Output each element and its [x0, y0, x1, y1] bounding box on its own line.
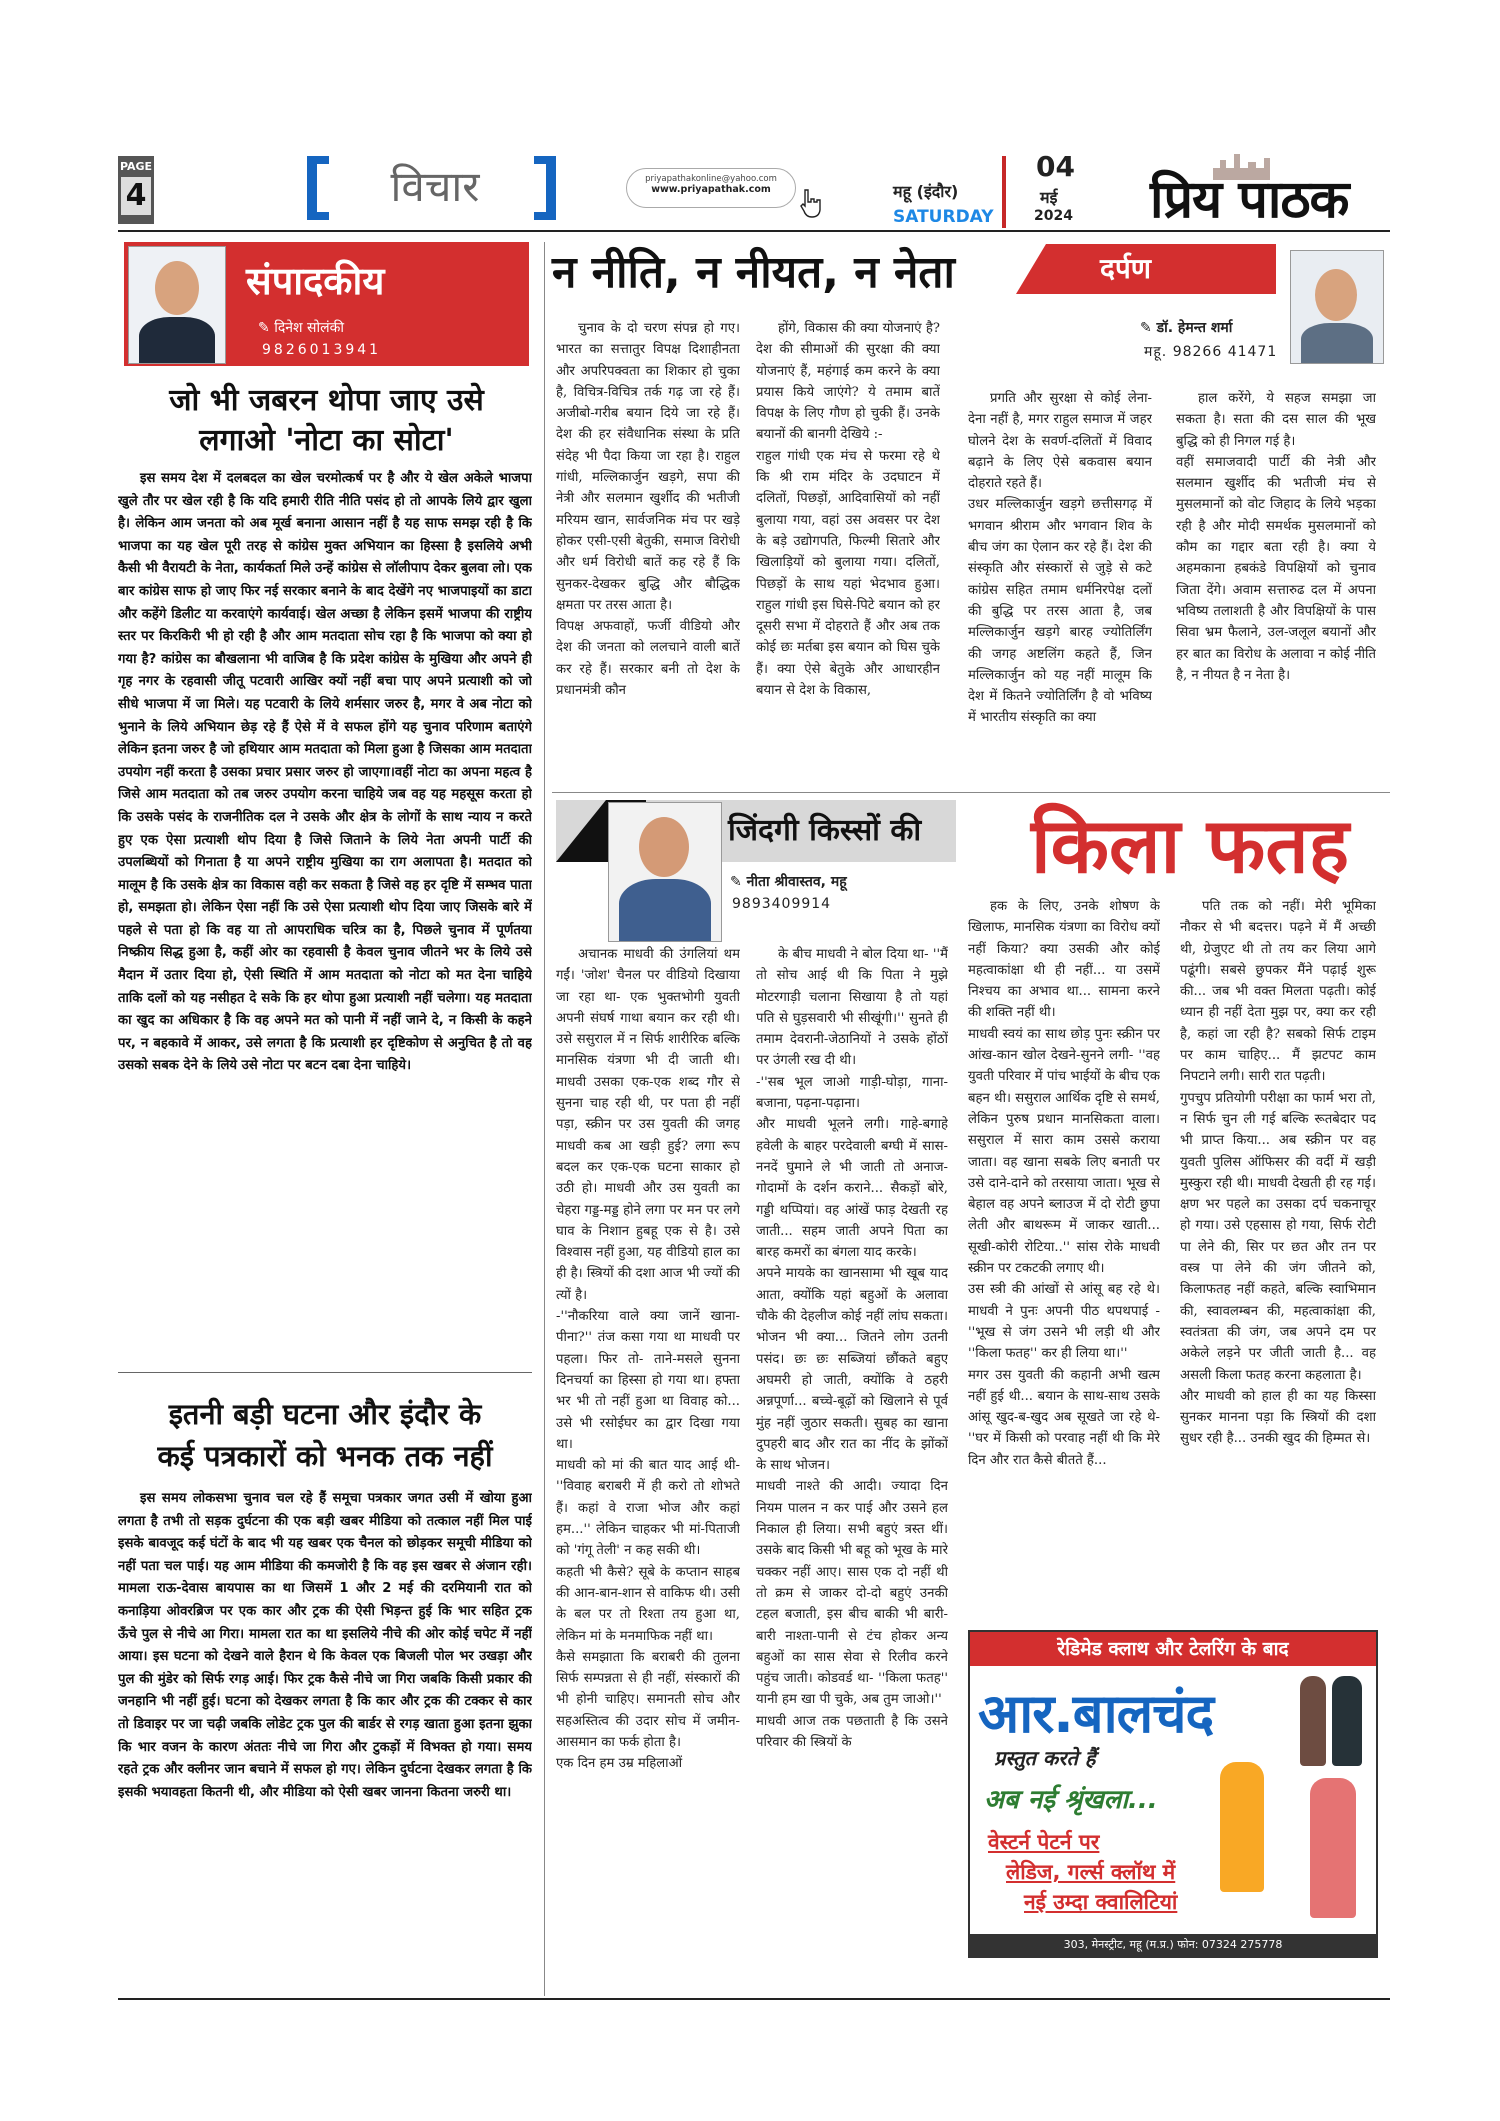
- ad-dress-4: [1310, 1778, 1356, 1918]
- date-divider: [1002, 156, 1006, 228]
- date-month: मई: [1040, 188, 1058, 207]
- zindagi-story-title: किला फतह: [1031, 801, 1349, 890]
- editorial-body-text: इस समय देश में दलबदल का खेल चरमोत्कर्ष पर है और ये खेल अकेले भाजपा खुले तौर पर खेल रही है कि यदि हमारी रीति नीति पसंद हो तो आपके लिये द्वार खुला है। लेकिन आम जनता को अब मूर्ख बनाना आसान नहीं है यह साफ समझ रही है कि भाजपा का यह खेल पूरी तरह से कांग्रेस मुक्त अभियान का हिस्सा है इसलिये अभी कैसी भी वैरायटी के नेता, कार्यकर्ता मिले उन्हें कांग्रेस से लॉलीपाप देकर बुलवा लो। एक बार कांग्रेस साफ हो जाए फिर नई सरकार बनाने के बाद देखेंगे नए भाजपाइयों का डाटा और कहेंगे डिलीट या करवाएंगे कार्यवाई। खेल अच्छा है लेकिन इसमें भाजपा की राष्ट्रीय स्तर पर किरकिरी भी हो रही है और आम मतदाता सोच रहा है कि भाजपा को क्या हो गया है? कांग्रेस का बौखलाना भी वाजिब है कि प्रदेश कांग्रेस के मुखिया और अपने ही गृह नगर के रहवासी जीतू पटवारी आखिर क्यों नहीं बचा पाए अपने प्रत्याशी को जो सीधे भाजपा में जा मिले। यह पटवारी के लिये शर्मसार जरुर है, मगर वे अब नोटा को भुनाने के लिये अभियान छेड़ रहे हैं ऐसे में वे सफल होंगे यह चुनाव परिणाम बताएंगे लेकिन इतना जरुर है जो हथियार आम मतदाता को मिला हुआ है जिसका आम मतदाता उपयोग नहीं करता है उसका प्रचार प्रसार जरुर हो जाएगा।वहीं नोटा का अपना महत्व है जिसे आम मतदाता को तब जरुर उपयोग करना चाहिये जब वह यह महसूस करता हो कि उसके पसंद के राजनीतिक दल ने उसके और क्षेत्र के लोगों के साथ न्याय न करते हुए एक ऐसा प्रत्याशी थोप दिया है जिसे जिताने के लिये नेता अपनी पार्टी की उपलब्धियों को गिनाता है या अपने राष्ट्रीय मुखिया का राग अलापता है। मतदात को मालूम है कि उसके क्षेत्र का विकास वही कर सकता है जिसे वह हर दृष्टि में सम्भव पाता हो, समझता हो। लेकिन ऐसा नहीं कि उसे ऐसा प्रत्याशी थोप दिया जाए जिसके बारे में पहले से पता हो कि वह या तो आपराधिक चरित्र का है, पिछले चुनाव में पूर्णतया निष्क्रीय सिद्ध हुआ है, कहीं ओर का रहवासी है केवल चुनाव जीतने भर के लिये उसे मैदान में उतार दिया हो, ऐसी स्थिति में आम मतदाता को नोटा को मत देना चाहिये ताकि दलों को यह नसीहत दे सके कि हर थोपा हुआ प्रत्याशी नहीं चलेगा। यह मतदाता का खुद का अधिकार है कि वह अपने मत को पानी में नहीं जाने दे, न किसी के कहने पर, न बहकावे में आकर, उसे लगता है कि प्रत्याशी हर दृष्टिकोण से अनुचित है तो वह उसको सबक देने के लिये उसे नोटा पर बटन दबा देना चाहिये।: [118, 471, 532, 1074]
- ad-dress-3: [1220, 1762, 1264, 1892]
- advertisement: [968, 1630, 1378, 1958]
- page-label: PAGE: [119, 160, 153, 173]
- pen-icon: ✎: [1140, 320, 1157, 336]
- ad-top-line: रेडिमेड क्लाथ और टेलरिंग के बाद: [970, 1632, 1376, 1666]
- darpan-col-2-text: होंगे, विकास की क्या योजनाएं है? देश की सीमाओं की सुरक्षा की क्या योजनाएं हैं, महंगाई कम करने के क्या प्रयास किये जाएंगे? ये तमाम बातें विपक्ष के लिए गौण हो चुकी हैं। उनके बयानों की बानगी देखिये :- राहुल गांधी एक मंच से फरमा रहे थे कि श्री राम मंदिर के उदघाटन में दलितों, पिछड़ों, आदिवासियों को नहीं बुलाया गया, वहां उस अवसर पर देश के बड़े उद्योगपति, फिल्मी सितारे और खिलाड़ियों को बुलाया गया। दलितों, पिछड़ों के साथ यहां भेदभाव हुआ। राहुल गांधी इस घिसे-पिटे बयान को हर दूसरी सभा में दोहराते हैं और अब तक कोई छः मर्तबा इस बयान को घिस चुके हैं। क्या ऐसे बेतुके और आधारहीन बयान से देश के विकास,: [756, 321, 940, 699]
- darpan-phone: महू. 98266 41471: [1144, 344, 1278, 360]
- zindagi-col-2: [756, 944, 948, 1996]
- email: priyapathakonline@yahoo.com: [645, 174, 777, 184]
- section-bracket-left: [307, 156, 317, 220]
- ad-brand: आर.बालचंद: [978, 1682, 1214, 1745]
- editorial-body: [118, 468, 532, 1398]
- darpan-col-2: [756, 318, 940, 792]
- left-vertical-rule: [544, 242, 545, 1996]
- ad-western-line: वेस्टर्न पेटर्न पर: [988, 1830, 1100, 1854]
- section-title: विचार: [390, 162, 480, 211]
- zindagi-col-2-text: के बीच माधवी ने बोल दिया था- ''मैं तो सोच आई थी कि पिता ने मुझे मोटरगाड़ी चलाना सिखाया है तो यहां पति से घुड़सवारी भी सीखूंगी।'' सुनते ही तमाम देवरानी-जेठानियों ने उसके होंठों पर उंगली रख दी थी। -''सब भूल जाओ गाड़ी-घोड़ा, गाना-बजाना, पढ़ना-पढ़ाना। और माधवी भूलने लगी। गाहे-बगाहे हवेली के बाहर परदेवाली बग्घी में सास-ननदें घुमाने ले भी जाती तो अनाज-गोदामों के दर्शन कराने... सैकड़ों बोरे, गड्डी थप्पियां। वह आंखें फाड़ देखती रह जाती... सहम जाती अपने पिता का बारह कमरों का बंगला याद करके। अपने मायके का खानसामा भी खूब याद आता, क्योंकि यहां बहुओं के अलावा चौके की देहलीज कोई नहीं लांघ सकता। भोजन भी क्या... जितने लोग उतनी पसंद। छः छः सब्जियां छौंकते बहुए अघमरी हो जाती, क्योंकि वे ठहरी अन्नपूर्णा... बच्चे-बूढ़ों को खिलाने से पूर्व मुंह नहीं जुठार सकती। सुबह का खाना दुपहरी बाद और रात का नींद के झोंकों के साथ भोजन। माधवी नाश्ते की आदी। ज्यादा दिन नियम पालन न कर पाई और उसने हल निकाल ही लिया। सभी बहुएं त्रस्त थीं। उसके बाद किसी भी बहू को भूख के मारे चक्कर नहीं आए। सास एक दो नहीं थी तो क्रम से जाकर दो-दो बहुएं उनकी टहल बजाती, इस बीच बाकी भी बारी-बारी नाश्ता-पानी से टंच होकर अन्य बहुओं का सास सेवा से रिलीव करने पहुंच जाती। कोडवर्ड था- ''किला फतह'' यानी हम खा पी चुके, अब तुम जाओ।'' माधवी आज तक पछताती है कि उसने परिवार की स्त्रियों के: [756, 947, 948, 1750]
- date-day: 04: [1036, 150, 1075, 183]
- pen-icon: ✎: [258, 320, 275, 336]
- ad-presents: प्रस्तुत करते हैं: [994, 1746, 1096, 1770]
- zindagi-author-face: [639, 817, 689, 877]
- darpan-col-3: [968, 388, 1152, 792]
- darpan-author-suit: [1301, 323, 1373, 363]
- story2-headline-1: इतनी बड़ी घटना और इंदौर के: [168, 1397, 482, 1431]
- zindagi-col-1: [556, 944, 740, 1996]
- editorial-headline-2: लगाओ 'नोटा का सोटा': [199, 423, 454, 458]
- zindagi-author-photo: [608, 802, 722, 942]
- darpan-col-1: [556, 318, 740, 792]
- page-number: 4: [121, 177, 151, 215]
- ad-ladies-line: लेडिज, गर्ल्स क्लॉथ में: [1006, 1860, 1176, 1884]
- zindagi-col-3: [968, 896, 1160, 1626]
- pen-icon: ✎: [730, 874, 747, 890]
- section-bracket-right-top: [534, 156, 556, 164]
- darpan-author-face: [1315, 269, 1357, 321]
- zindagi-author-saree: [619, 879, 711, 941]
- editor-suit: [139, 317, 215, 364]
- ad-new-series: अब नई श्रृंखला...: [984, 1785, 1158, 1815]
- editor-face: [155, 261, 199, 315]
- ad-address: 303, मेनस्ट्रीट, महू (म.प्र.) फोन: 07324 275778: [970, 1934, 1376, 1956]
- darpan-byline: [1140, 318, 1232, 337]
- pointer-hand-icon: [795, 186, 829, 220]
- day: SATURDAY: [893, 207, 994, 227]
- ad-dress-1: [1300, 1676, 1326, 1766]
- story2-body: [118, 1488, 532, 1992]
- zindagi-phone: 9893409914: [732, 896, 832, 912]
- ad-quality-line: नई उम्दा क्वालिटियां: [1024, 1890, 1178, 1914]
- darpan-headline: न नीति, न नीयत, न नेता: [552, 247, 955, 298]
- editorial-headline-1: जो भी जबरन थोपा जाए उसे: [169, 383, 484, 418]
- zindagi-byline: [730, 872, 847, 891]
- contact-pill: [626, 168, 796, 208]
- zindagi-col-3-text: हक के लिए, उनके शोषण के खिलाफ, मानसिक यंत्रणा का विरोध क्यों नहीं किया? क्या उसकी और कोई महत्वाकांक्षा थी ही नहीं... या उसमें निश्चय का अभाव था... सामना करने की शक्ति नहीं थी। माधवी स्वयं का साथ छोड़ पुनः स्क्रीन पर आंख-कान खोल देखने-सुनने लगी- ''वह युवती परिवार में पांच भाईयों के बीच एक बहन थी। ससुराल आर्थिक दृष्टि से समर्थ, लेकिन पुरुष प्रधान मानसिकता वाला। ससुराल में सारा काम उससे कराया जाता। वह खाना सबके लिए बनाती पर उसे दाने-दाने को तरसाया जाता। भूख से बेहाल वह अपने ब्लाउज में दो रोटी छुपा लेती और बाथरूम में जाकर खाती... सूखी-कोरी रोटिया..'' सांस रोके माधवी स्क्रीन पर टकटकी लगाए थी। उस स्त्री की आंखों से आंसू बह रहे थे। माधवी ने पुनः अपनी पीठ थपथपाई -''भूख से जंग उसने भी लड़ी थी और ''किला फतह'' कर ही लिया था।'' मगर उस युवती की कहानी अभी खत्म नहीं हुई थी... बयान के साथ-साथ उसके आंसू खुद-ब-खुद अब सूखते जा रहे थे-''घर में किसी को परवाह नहीं थी कि मेरे दिन और रात कैसे बीतते हैं...: [968, 899, 1160, 1468]
- section-bracket-right: [546, 156, 556, 220]
- darpan-author-photo: [1290, 250, 1384, 364]
- darpan-author: डॉ. हेमन्त शर्मा: [1156, 320, 1233, 336]
- zindagi-author: नीता श्रीवास्तव, महू: [746, 874, 847, 890]
- editorial-author: दिनेश सोलंकी: [274, 320, 344, 336]
- editorial-phone: 9826013941: [262, 342, 382, 358]
- editorial-byline: [258, 318, 344, 337]
- header-rule: [118, 230, 1390, 232]
- section-bracket-left-bottom: [307, 212, 329, 220]
- zindagi-col-1-text: अचानक माधवी की उंगलियां थम गईं। 'जोश' चैनल पर वीडियो दिखाया जा रहा था- एक भुक्तभोगी युवती अपनी संघर्ष गाथा बयान कर रही थी। उसे ससुराल में न सिर्फ शारीरिक बल्कि मानसिक यंत्रणा भी दी जाती थी। माधवी उसका एक-एक शब्द गौर से सुनना चाह रही थी, पर पता ही नहीं पड़ा, स्क्रीन पर उस युवती की जगह माधवी कब आ खड़ी हुई? लगा रूप बदल कर एक-एक घटना साकार हो उठी हो। माधवी और उस युवती का चेहरा गड्ड-मड्ड होने लगा पर मन पर लगे घाव के निशान हुबहू एक से है। उसे विश्वास नहीं हुआ, यह वीडियो हाल का ही है। स्त्रियों की दशा आज भी ज्यों की त्यों है। -''नौकरिया वाले क्या जानें खाना-पीना?'' तंज कसा गया था माधवी पर पहला। फिर तो- ताने-मसले सुनना दिनचर्या का हिस्सा हो गया था। हफ्ता भर भी तो नहीं हुआ था विवाह को... उसे भी रसोईघर का द्वार दिखा गया था। माधवी को मां की बात याद आई थी- ''विवाह बराबरी में ही करो तो शोभते हैं। कहां वे राजा भोज और कहां हम...'' लेकिन चाहकर भी मां-पिताजी को 'गंगू तेली' न कह सकी थी। कहती भी कैसे? सूबे के कप्तान साहब की आन-बान-शान से वाकिफ थी। उसी के बल पर तो रिश्ता तय हुआ था, लेकिन मां के मनमाफिक नहीं था। कैसे समझाता कि बराबरी की तुलना सिर्फ सम्पन्नता से ही नहीं, संस्कारों की भी होनी चाहिए। समानती सोच और सहअस्तित्व की उदार सोच में जमीन-आसमान का फर्क होता है। एक दिन हम उम्र महिलाओं: [556, 947, 740, 1772]
- darpan-col-3-text: प्रगति और सुरक्षा से कोई लेना-देना नहीं है, मगर राहुल समाज में जहर घोलने देश के सवर्ण-दलितों में विवाद बढ़ाने के लिए ऐसे बकवास बयान दोहराते रहते हैं। उधर मल्लिकार्जुन खड़गे छत्तीसगढ़ में भगवान श्रीराम और भगवान शिव के बीच जंग का ऐलान कर रहे हैं। देश की संस्कृति और संस्कारों से जुड़े से कटे कांग्रेस सहित तमाम धर्मनिरपेक्ष दलों की बुद्धि पर तरस आता है, जब मल्लिकार्जुन खड़गे बारह ज्योतिर्लिंग की जगह अष्टलिंग कहते हैं, जिन मल्लिकार्जुन को यह नहीं मालूम कि देश में कितने ज्योतिर्लिंग है वो भविष्य में भारतीय संस्कृति का क्या: [968, 391, 1152, 726]
- editorial-banner-title: संपादकीय: [246, 259, 385, 303]
- section-bracket-left-top: [307, 156, 329, 164]
- darpan-col-1-text: चुनाव के दो चरण संपन्न हो गए। भारत का सत्तातुर विपक्ष दिशाहीनता और अपरिपक्वता का शिकार हो चुका है, विचित्र-विचित्र तर्क गढ़ जा रहे हैं। अजीबो-गरीब बयान दिये जा रहे हैं। देश की हर संवैधानिक संस्था के प्रति संदेह भी पैदा किया जा रहा है। राहुल गांधी, मल्लिकार्जुन खड़गे, सपा की नेत्री और सलमान खुर्शीद की भतीजी मरियम खान, सार्वजनिक मंच पर खड़े होकर एसी-एसी बेतुकी, समाज विरोधी और धर्म विरोधी बातें कह रहे हैं कि सुनकर-देखकर बुद्धि और बौद्धिक क्षमता पर तरस आता है। विपक्ष अफवाहों, फर्जी वीडियो और देश की जनता को ललचाने वाली बातें कर रहे हैं। सरकार बनी तो देश के प्रधानमंत्री कौन: [556, 321, 740, 699]
- footer-rule: [118, 1998, 1390, 2000]
- darpan-tag: दर्पण: [1100, 252, 1152, 285]
- zindagi-column-title: जिंदगी किस्सों की: [728, 813, 922, 848]
- darpan-col-4-text: हाल करेंगे, ये सहज समझा जा सकता है। सता की दस साल की भूख बुद्धि को ही निगल गई है। वहीं समाजवादी पार्टी की नेत्री और सलमान खुर्शीद की भतीजी मंच से मुसलमानों को वोट जिहाद के लिये भड़का रही है और मोदी समर्थक मुसलमानों को कौम का गद्दार बता रही है। क्या ये अहमकाना हबकंडे विपक्षियों को चुनाव जिता देंगे। अवाम सत्तारुढ दल में अपना भविष्य तलाशती है और विपक्षियों के पास सिवा भ्रम फैलाने, उल-जलूल बयानों और हर बात का विरोध के अलावा न कोई नीति है, न नीयत है न नेता है।: [1176, 391, 1376, 683]
- story2-headline-2: कई पत्रकारों को भनक तक नहीं: [157, 1439, 493, 1473]
- darpan-col-4: [1176, 388, 1376, 792]
- city: महू (इंदौर): [893, 182, 959, 201]
- date-year: 2024: [1034, 208, 1073, 224]
- masthead-title: प्रिय पाठक: [1150, 169, 1349, 230]
- zindagi-col-4: [1180, 896, 1376, 1626]
- website: www.priyapathak.com: [651, 184, 771, 195]
- page-number-box: [118, 156, 154, 224]
- story2-body-text: इस समय लोकसभा चुनाव चल रहे हैं समूचा पत्रकार जगत उसी में खोया हुआ लगता है तभी तो सड़क दुर्घटना की एक बड़ी खबर मीडिया को तत्काल नहीं मिल पाई इसके बावजूद कई घंटों के बाद भी यह खबर एक चैनल को छोड़कर समूची मीडिया को नहीं पता चल पाई। यह आम मीडिया की कमजोरी है कि वह इस खबर से अंजान रही। मामला राऊ-देवास बायपास का था जिसमें 1 और 2 मई की दरमियानी रात को कनाड़िया ओवरब्रिज पर एक कार और ट्रक की ऐसी भिड़न्त हुई कि भार सहित ट्रक ऊँचे पुल से नीचे आ गिरा। मामला रात का था इसलिये नीचे की ओर कोई चपेट में नहीं आया। इस घटना को देखने वाले हैरान थे कि केवल एक बिजली पोल भर उखड़ा और पुल की मुंडेर को सिर्फ रगड़ आई। फिर ट्रक कैसे नीचे जा गिरा जबकि किसी प्रकार की जनहानि भी नहीं हुई। घटना को देखकर लगता है कि कार और ट्रक की टक्कर से कार तो डिवाइर पर जा चढ़ी जबकि लोडेट ट्रक पुल की बार्डर से रगड़ खाता हुआ इतना झुका कि भार वजन के कारण अंततः नीचे जा गिरा और टुकड़ों में विभक्त हो गया। समय रहते ट्रक और क्लीनर जान बचाने में सफल हो गए। लेकिन दुर्घटना देखकर लगता है कि इसकी भयावहता कितनी थी, और मीडिया को ऐसी खबर जानना कितना जरुरी था।: [118, 1491, 532, 1800]
- section-bracket-right-bottom: [534, 212, 556, 220]
- ad-dress-2: [1332, 1676, 1362, 1766]
- zindagi-col-4-text: पति तक को नहीं। मेरी भूमिका नौकर से भी बदत्तर। पढ़ने में मैं अच्छी थी, ग्रेजुएट थी तो तय कर लिया आगे पढूंगी। सबसे छुपकर मैंने पढ़ाई शुरू की... जब भी वक्त मिलता पढ़ती। कोई ध्यान ही नहीं देता मुझ पर, क्या कर रही है, कहां जा रही है? सबको सिर्फ टाइम पर काम चाहिए... मैं झटपट काम निपटाने लगी। सारी रात पढ़ती। गुपचुप प्रतियोगी परीक्षा का फार्म भरा तो, न सिर्फ चुन ली गई बल्कि रूतबेदार पद भी प्राप्त किया... अब स्क्रीन पर वह युवती पुलिस ऑफिसर की वर्दी में खड़ी मुस्कुरा रही थी। माधवी देखती ही रह गई। क्षण भर पहले का उसका दर्प चकनाचूर हो गया। उसे एहसास हो गया, सिर्फ रोटी पा लेने की, सिर पर छत और तन पर वस्त्र पा लेने की जंग जीतने को, किलाफतह नहीं कहते, बल्कि स्वाभिमान की, स्वावलम्बन की, महत्वाकांक्षा की, स्वतंत्रता की जंग, जब अपने दम पर अकेले लड़ने पर जीती जाती है... वह असली किला फतह करना कहलाता है। और माधवी को हाल ही का यह किस्सा सुनकर मानना पड़ा कि स्त्रियों की दशा सुधर रही है... उनकी खुद की हिम्मत से।: [1180, 899, 1376, 1447]
- editorial-banner: [124, 242, 529, 366]
- editor-photo: [128, 246, 226, 364]
- editorial-divider: [118, 1372, 532, 1373]
